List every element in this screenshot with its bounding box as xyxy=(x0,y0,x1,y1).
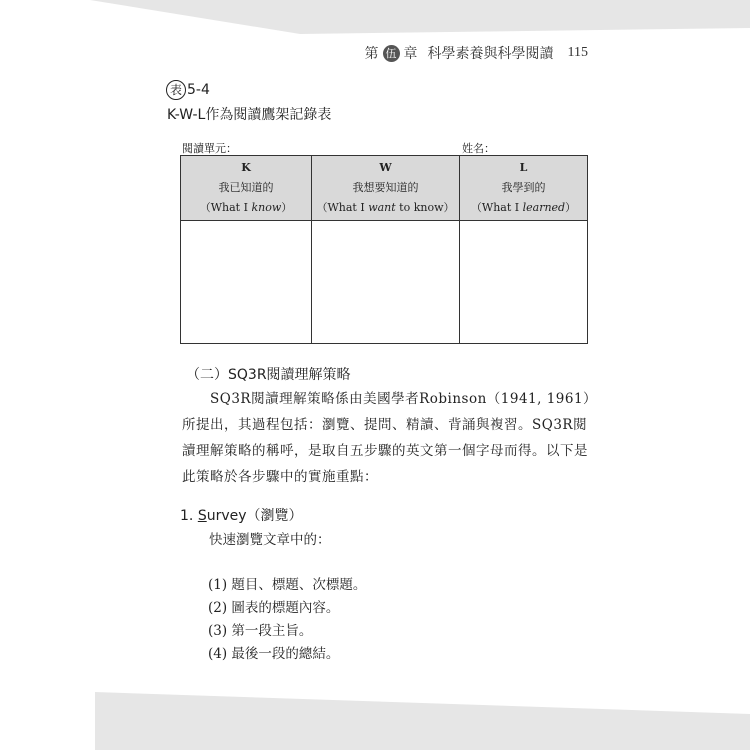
survey-list xyxy=(208,574,366,666)
chapter-suffix: 章 xyxy=(403,46,418,62)
column-en: （What I learned） xyxy=(470,201,577,214)
top-decorative-band xyxy=(0,0,750,36)
kwl-header-l xyxy=(460,156,588,221)
kwl-cell-w xyxy=(312,221,460,344)
chapter-title: 科學素養與科學閱讀 xyxy=(427,46,554,62)
list-item: (3) 第一段主旨。 xyxy=(208,623,313,639)
step-initial: S xyxy=(197,508,207,524)
field-name: 姓名： xyxy=(462,142,495,155)
column-en: （What I know） xyxy=(199,201,293,214)
column-letter: K xyxy=(241,161,251,174)
step-heading-survey: 1. Survey（瀏覽） xyxy=(180,508,303,524)
kwl-header-w xyxy=(312,156,460,221)
chapter-number-badge: 伍 xyxy=(383,45,400,62)
kwl-header-row xyxy=(181,156,588,221)
section-heading: （二）SQ3R閱讀理解策略 xyxy=(186,367,351,383)
column-letter: L xyxy=(519,161,528,174)
page-number: 115 xyxy=(567,45,588,60)
list-item: (1) 題目、標題、次標題。 xyxy=(208,577,367,593)
table-title: K-W-L作為閱讀鷹架記錄表 xyxy=(167,107,332,123)
page-header xyxy=(365,43,588,63)
kwl-table xyxy=(180,155,588,344)
column-en: （What I want to know） xyxy=(316,201,455,214)
section-paragraph: SQ3R閱讀理解策略係由美國學者Robinson（1941, 1961）所提出，其過程包括：瀏覽、提問、精讀、背誦與複習。SQ3R閱讀理解策略的稱呼，是取自五步驟的英文第一個字母而得。以下是此策略於各步驟中的實施重點： xyxy=(182,391,591,485)
bottom-decorative-band xyxy=(0,690,750,750)
kwl-cell-k xyxy=(181,221,312,344)
table-label xyxy=(166,80,210,100)
step-intro: 快速瀏覽文章中的： xyxy=(209,532,331,548)
chapter-prefix: 第 xyxy=(364,46,379,62)
table-label-number: 5-4 xyxy=(187,82,210,98)
column-letter: W xyxy=(379,161,392,174)
column-zh: 我想要知道的 xyxy=(352,181,419,194)
list-item: (2) 圖表的標題內容。 xyxy=(208,600,340,616)
kwl-header-k xyxy=(181,156,312,221)
kwl-cell-l xyxy=(460,221,588,344)
column-zh: 我學到的 xyxy=(501,181,546,194)
table-label-circle: 表 xyxy=(166,80,186,100)
field-reading-unit: 閱讀單元： xyxy=(182,142,237,155)
column-zh: 我已知道的 xyxy=(218,181,274,194)
list-item: (4) 最後一段的總結。 xyxy=(208,646,340,662)
kwl-body-row xyxy=(181,221,588,344)
